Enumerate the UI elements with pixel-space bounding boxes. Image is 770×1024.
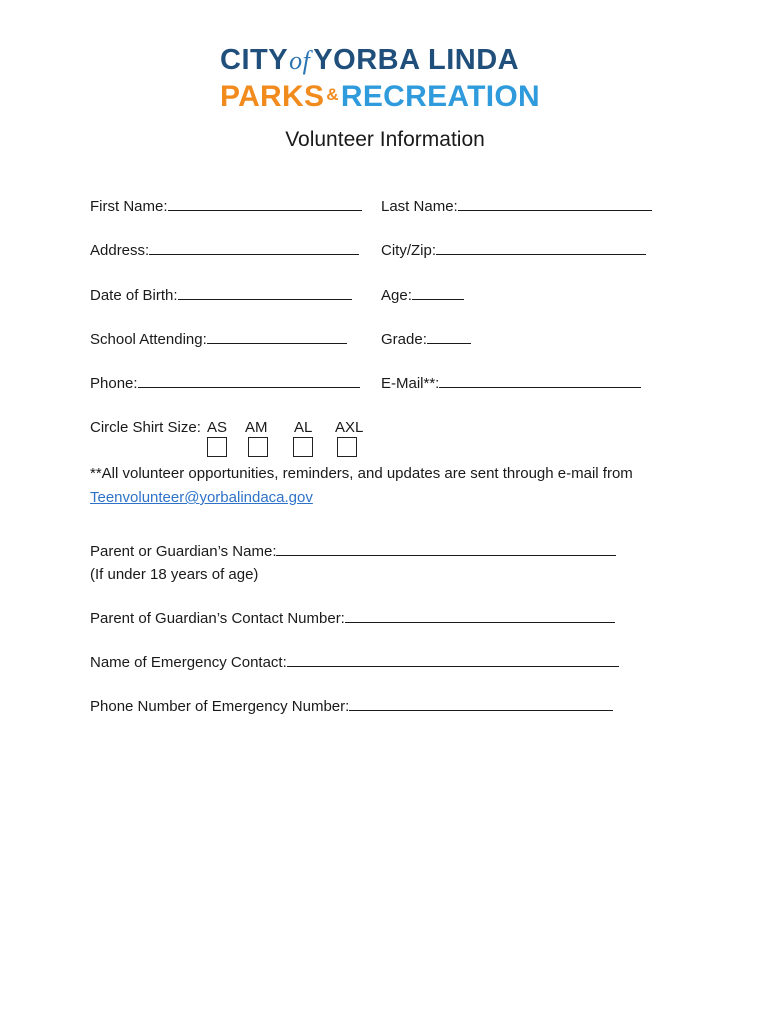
age-label: Age: xyxy=(381,287,412,304)
size-am-checkbox[interactable] xyxy=(248,437,268,457)
address-field[interactable] xyxy=(90,241,359,261)
email-field[interactable] xyxy=(381,374,641,394)
grade-field[interactable] xyxy=(381,330,471,350)
logo-recreation-text: RECREATION xyxy=(340,80,540,113)
size-as-label: AS xyxy=(207,419,228,436)
logo-yorba-linda-text: YORBA LINDA xyxy=(313,44,520,76)
school-field[interactable] xyxy=(90,330,347,350)
size-al-checkbox[interactable] xyxy=(293,437,313,457)
logo-parks-text: PARKS xyxy=(220,80,325,113)
size-as-checkbox[interactable] xyxy=(207,437,227,457)
guardian-name-line[interactable] xyxy=(276,542,616,556)
shirt-size-label: Circle Shirt Size: xyxy=(90,419,201,436)
email-label: E-Mail**: xyxy=(381,375,440,392)
email-note xyxy=(90,462,690,510)
last-name-label: Last Name: xyxy=(381,198,458,215)
address-label: Address: xyxy=(90,242,150,259)
emergency-name-field[interactable] xyxy=(90,653,619,673)
school-label: School Attending: xyxy=(90,331,207,348)
logo-city-line xyxy=(220,44,519,77)
logo-of-text: of xyxy=(289,46,311,75)
size-axl-label: AXL xyxy=(335,419,364,436)
size-axl-checkbox[interactable] xyxy=(337,437,357,457)
guardian-contact-label: Parent of Guardian’s Contact Number: xyxy=(90,610,345,627)
grade-label: Grade: xyxy=(381,331,427,348)
emergency-name-line[interactable] xyxy=(287,653,619,667)
city-zip-line[interactable] xyxy=(436,241,646,255)
city-zip-field[interactable] xyxy=(381,241,646,261)
guardian-contact-field[interactable] xyxy=(90,609,615,629)
first-name-field[interactable] xyxy=(90,197,362,217)
emergency-phone-field[interactable] xyxy=(90,697,613,717)
logo-parks-line xyxy=(220,78,540,114)
logo-city-text: CITY xyxy=(220,44,289,76)
emergency-name-label: Name of Emergency Contact: xyxy=(90,654,287,671)
phone-label: Phone: xyxy=(90,375,138,392)
dob-label: Date of Birth: xyxy=(90,287,178,304)
email-line[interactable] xyxy=(439,374,641,388)
city-zip-label: City/Zip: xyxy=(381,242,437,259)
grade-line[interactable] xyxy=(427,330,471,344)
logo-amp-text: & xyxy=(326,85,339,104)
size-am-label: AM xyxy=(245,419,268,436)
city-logo xyxy=(220,44,560,114)
emergency-phone-label: Phone Number of Emergency Number: xyxy=(90,698,350,715)
school-line[interactable] xyxy=(207,330,347,344)
address-line[interactable] xyxy=(149,241,359,255)
guardian-name-field[interactable] xyxy=(90,542,616,562)
size-al-label: AL xyxy=(294,419,313,436)
guardian-name-label: Parent or Guardian’s Name: xyxy=(90,543,277,560)
first-name-line[interactable] xyxy=(168,197,362,211)
dob-line[interactable] xyxy=(178,286,352,300)
guardian-age-note: (If under 18 years of age) xyxy=(90,566,259,583)
email-note-text: **All volunteer opportunities, reminders, and updates are sent through e-mail from xyxy=(90,465,633,482)
last-name-line[interactable] xyxy=(458,197,652,211)
last-name-field[interactable] xyxy=(381,197,652,217)
phone-line[interactable] xyxy=(138,374,360,388)
age-field[interactable] xyxy=(381,286,464,306)
dob-field[interactable] xyxy=(90,286,352,306)
volunteer-email-link[interactable]: Teenvolunteer@yorbalindaca.gov xyxy=(90,489,313,506)
age-line[interactable] xyxy=(412,286,464,300)
first-name-label: First Name: xyxy=(90,198,168,215)
guardian-contact-line[interactable] xyxy=(345,609,615,623)
phone-field[interactable] xyxy=(90,374,360,394)
page-title: Volunteer Information xyxy=(285,128,485,151)
emergency-phone-line[interactable] xyxy=(349,697,613,711)
